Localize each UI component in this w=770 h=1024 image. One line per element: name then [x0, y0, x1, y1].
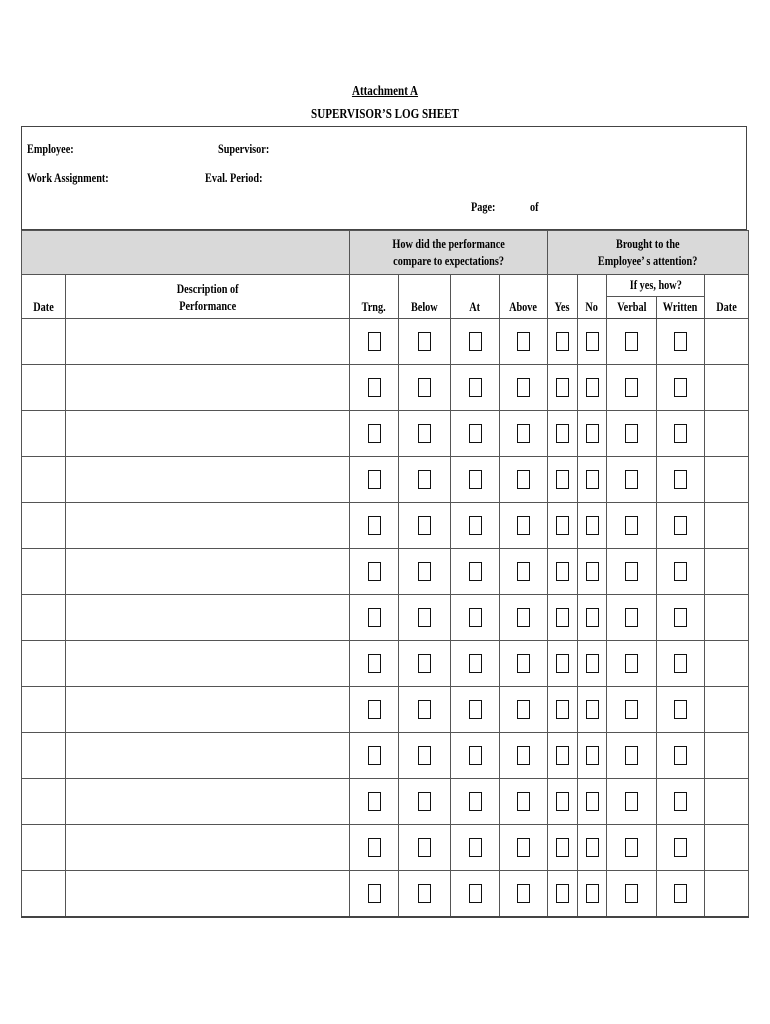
verbal-cell: [607, 641, 657, 687]
date-cell[interactable]: [22, 411, 66, 457]
at-cell: [451, 411, 500, 457]
at-checkbox[interactable]: [469, 792, 482, 811]
no-cell: [578, 319, 607, 365]
date2-cell[interactable]: [705, 687, 749, 733]
date2-cell[interactable]: [705, 595, 749, 641]
trng-cell: [350, 411, 399, 457]
above-checkbox[interactable]: [517, 562, 530, 581]
verbal-checkbox[interactable]: [625, 792, 638, 811]
verbal-checkbox[interactable]: [625, 654, 638, 673]
verbal-checkbox[interactable]: [625, 838, 638, 857]
attention-group-header: Brought to the Employee’ s attention?: [548, 231, 749, 275]
yes-checkbox[interactable]: [556, 654, 569, 673]
no-checkbox[interactable]: [586, 884, 599, 903]
trng-checkbox[interactable]: [368, 424, 381, 443]
above-cell: [500, 825, 548, 871]
below-column-header: Below: [399, 275, 451, 319]
log-row: [22, 779, 749, 825]
yes-cell: [548, 871, 578, 917]
trng-checkbox[interactable]: [368, 470, 381, 489]
date-cell[interactable]: [22, 365, 66, 411]
below-cell: [399, 779, 451, 825]
employee-info-section: [21, 126, 747, 230]
below-checkbox[interactable]: [418, 792, 431, 811]
trng-cell: [350, 871, 399, 917]
no-cell: [578, 365, 607, 411]
above-cell: [500, 687, 548, 733]
date-cell[interactable]: [22, 825, 66, 871]
below-checkbox[interactable]: [418, 884, 431, 903]
at-checkbox[interactable]: [469, 378, 482, 397]
written-checkbox[interactable]: [674, 700, 687, 719]
at-cell: [451, 503, 500, 549]
no-checkbox[interactable]: [586, 700, 599, 719]
no-cell: [578, 457, 607, 503]
above-checkbox[interactable]: [517, 470, 530, 489]
yes-checkbox[interactable]: [556, 470, 569, 489]
verbal-checkbox[interactable]: [625, 746, 638, 765]
date-cell[interactable]: [22, 595, 66, 641]
header-blank-cell: [22, 231, 350, 275]
trng-cell: [350, 779, 399, 825]
above-cell: [500, 733, 548, 779]
at-cell: [451, 365, 500, 411]
description-column-header: Description of Performance: [66, 275, 350, 319]
trng-checkbox[interactable]: [368, 562, 381, 581]
below-cell: [399, 549, 451, 595]
log-row: [22, 457, 749, 503]
above-checkbox[interactable]: [517, 516, 530, 535]
trng-cell: [350, 687, 399, 733]
yes-checkbox[interactable]: [556, 838, 569, 857]
written-checkbox[interactable]: [674, 378, 687, 397]
above-cell: [500, 503, 548, 549]
below-checkbox[interactable]: [418, 700, 431, 719]
no-checkbox[interactable]: [586, 332, 599, 351]
at-cell: [451, 871, 500, 917]
description-cell[interactable]: [66, 687, 350, 733]
verbal-checkbox[interactable]: [625, 562, 638, 581]
date2-cell[interactable]: [705, 503, 749, 549]
written-checkbox[interactable]: [674, 792, 687, 811]
below-checkbox[interactable]: [418, 838, 431, 857]
verbal-checkbox[interactable]: [625, 516, 638, 535]
description-cell[interactable]: [66, 733, 350, 779]
no-cell: [578, 779, 607, 825]
yes-checkbox[interactable]: [556, 792, 569, 811]
above-checkbox[interactable]: [517, 792, 530, 811]
written-cell: [657, 595, 705, 641]
written-checkbox[interactable]: [674, 516, 687, 535]
at-checkbox[interactable]: [469, 424, 482, 443]
written-checkbox[interactable]: [674, 608, 687, 627]
above-checkbox[interactable]: [517, 424, 530, 443]
above-cell: [500, 365, 548, 411]
trng-cell: [350, 549, 399, 595]
trng-column-header: Trng.: [350, 275, 399, 319]
written-cell: [657, 825, 705, 871]
log-row: [22, 871, 749, 917]
verbal-checkbox[interactable]: [625, 424, 638, 443]
log-row: [22, 503, 749, 549]
at-cell: [451, 733, 500, 779]
written-cell: [657, 687, 705, 733]
eval-period-label: Eval. Period:: [205, 171, 263, 185]
above-checkbox[interactable]: [517, 746, 530, 765]
above-checkbox[interactable]: [517, 608, 530, 627]
work-assignment-label: Work Assignment:: [27, 171, 109, 185]
at-checkbox[interactable]: [469, 516, 482, 535]
date2-cell[interactable]: [705, 365, 749, 411]
yes-checkbox[interactable]: [556, 378, 569, 397]
no-cell: [578, 641, 607, 687]
verbal-checkbox[interactable]: [625, 884, 638, 903]
date-cell[interactable]: [22, 871, 66, 917]
written-cell: [657, 779, 705, 825]
above-checkbox[interactable]: [517, 378, 530, 397]
employee-label: Employee:: [27, 142, 74, 156]
trng-cell: [350, 319, 399, 365]
verbal-cell: [607, 595, 657, 641]
below-cell: [399, 871, 451, 917]
yes-checkbox[interactable]: [556, 746, 569, 765]
yes-cell: [548, 779, 578, 825]
date2-cell[interactable]: [705, 457, 749, 503]
no-checkbox[interactable]: [586, 746, 599, 765]
verbal-checkbox[interactable]: [625, 470, 638, 489]
above-cell: [500, 549, 548, 595]
trng-checkbox[interactable]: [368, 608, 381, 627]
description-cell[interactable]: [66, 365, 350, 411]
at-cell: [451, 457, 500, 503]
trng-checkbox[interactable]: [368, 792, 381, 811]
log-row: [22, 319, 749, 365]
above-checkbox[interactable]: [517, 332, 530, 351]
written-checkbox[interactable]: [674, 470, 687, 489]
verbal-cell: [607, 549, 657, 595]
written-cell: [657, 365, 705, 411]
date2-cell[interactable]: [705, 549, 749, 595]
trng-checkbox[interactable]: [368, 700, 381, 719]
above-cell: [500, 457, 548, 503]
yes-checkbox[interactable]: [556, 700, 569, 719]
below-cell: [399, 503, 451, 549]
trng-checkbox[interactable]: [368, 838, 381, 857]
yes-cell: [548, 549, 578, 595]
log-row: [22, 365, 749, 411]
below-checkbox[interactable]: [418, 746, 431, 765]
no-checkbox[interactable]: [586, 562, 599, 581]
written-checkbox[interactable]: [674, 838, 687, 857]
written-checkbox[interactable]: [674, 562, 687, 581]
date-cell[interactable]: [22, 549, 66, 595]
verbal-cell: [607, 779, 657, 825]
below-checkbox[interactable]: [418, 608, 431, 627]
below-checkbox[interactable]: [418, 424, 431, 443]
written-checkbox[interactable]: [674, 424, 687, 443]
description-cell[interactable]: [66, 641, 350, 687]
date-cell[interactable]: [22, 779, 66, 825]
above-checkbox[interactable]: [517, 700, 530, 719]
trng-cell: [350, 365, 399, 411]
trng-cell: [350, 457, 399, 503]
written-checkbox[interactable]: [674, 332, 687, 351]
no-checkbox[interactable]: [586, 470, 599, 489]
yes-cell: [548, 825, 578, 871]
below-cell: [399, 457, 451, 503]
yes-cell: [548, 687, 578, 733]
date-cell[interactable]: [22, 733, 66, 779]
description-cell[interactable]: [66, 549, 350, 595]
above-checkbox[interactable]: [517, 654, 530, 673]
yes-cell: [548, 411, 578, 457]
at-cell: [451, 595, 500, 641]
at-cell: [451, 319, 500, 365]
yes-cell: [548, 733, 578, 779]
yes-checkbox[interactable]: [556, 424, 569, 443]
of-label: of: [530, 200, 539, 214]
trng-cell: [350, 825, 399, 871]
above-cell: [500, 779, 548, 825]
date2-cell[interactable]: [705, 825, 749, 871]
written-cell: [657, 871, 705, 917]
date2-cell[interactable]: [705, 641, 749, 687]
no-cell: [578, 411, 607, 457]
verbal-cell: [607, 457, 657, 503]
yes-column-header: Yes: [548, 275, 578, 319]
date2-cell[interactable]: [705, 871, 749, 917]
date-cell[interactable]: [22, 319, 66, 365]
log-row: [22, 595, 749, 641]
log-row: [22, 733, 749, 779]
if-yes-how-header: If yes, how?: [607, 275, 705, 297]
verbal-checkbox[interactable]: [625, 700, 638, 719]
no-cell: [578, 503, 607, 549]
below-cell: [399, 595, 451, 641]
date-cell[interactable]: [22, 457, 66, 503]
trng-checkbox[interactable]: [368, 332, 381, 351]
verbal-cell: [607, 733, 657, 779]
verbal-cell: [607, 411, 657, 457]
no-column-header: No: [578, 275, 607, 319]
above-checkbox[interactable]: [517, 884, 530, 903]
above-cell: [500, 871, 548, 917]
trng-checkbox[interactable]: [368, 378, 381, 397]
above-cell: [500, 411, 548, 457]
above-column-header: Above: [500, 275, 548, 319]
trng-checkbox[interactable]: [368, 654, 381, 673]
no-checkbox[interactable]: [586, 424, 599, 443]
date2-cell[interactable]: [705, 411, 749, 457]
date-column-header: Date: [22, 275, 66, 319]
trng-checkbox[interactable]: [368, 746, 381, 765]
verbal-cell: [607, 319, 657, 365]
description-cell[interactable]: [66, 411, 350, 457]
below-checkbox[interactable]: [418, 470, 431, 489]
below-checkbox[interactable]: [418, 654, 431, 673]
yes-checkbox[interactable]: [556, 562, 569, 581]
yes-cell: [548, 319, 578, 365]
log-table: [21, 230, 749, 918]
at-checkbox[interactable]: [469, 838, 482, 857]
verbal-checkbox[interactable]: [625, 608, 638, 627]
at-cell: [451, 549, 500, 595]
no-checkbox[interactable]: [586, 516, 599, 535]
at-checkbox[interactable]: [469, 746, 482, 765]
verbal-cell: [607, 365, 657, 411]
description-cell[interactable]: [66, 319, 350, 365]
yes-cell: [548, 641, 578, 687]
date-cell[interactable]: [22, 503, 66, 549]
below-checkbox[interactable]: [418, 516, 431, 535]
below-cell: [399, 733, 451, 779]
verbal-cell: [607, 871, 657, 917]
verbal-checkbox[interactable]: [625, 378, 638, 397]
no-cell: [578, 549, 607, 595]
below-cell: [399, 641, 451, 687]
trng-cell: [350, 595, 399, 641]
date2-cell[interactable]: [705, 733, 749, 779]
date2-cell[interactable]: [705, 319, 749, 365]
no-cell: [578, 825, 607, 871]
no-checkbox[interactable]: [586, 792, 599, 811]
at-checkbox[interactable]: [469, 562, 482, 581]
trng-cell: [350, 641, 399, 687]
written-cell: [657, 549, 705, 595]
supervisor-label: Supervisor:: [218, 142, 270, 156]
above-cell: [500, 319, 548, 365]
sheet-title: SUPERVISOR’S LOG SHEET: [311, 106, 459, 121]
above-checkbox[interactable]: [517, 838, 530, 857]
performance-group-header: How did the performance compare to expectations?: [350, 231, 548, 275]
yes-checkbox[interactable]: [556, 332, 569, 351]
verbal-column-header: Verbal: [607, 297, 657, 319]
below-cell: [399, 825, 451, 871]
below-cell: [399, 365, 451, 411]
no-checkbox[interactable]: [586, 608, 599, 627]
written-cell: [657, 503, 705, 549]
written-cell: [657, 457, 705, 503]
written-checkbox[interactable]: [674, 654, 687, 673]
written-checkbox[interactable]: [674, 746, 687, 765]
trng-checkbox[interactable]: [368, 516, 381, 535]
log-row: [22, 641, 749, 687]
date-cell[interactable]: [22, 687, 66, 733]
date2-column-header: Date: [705, 275, 749, 319]
below-checkbox[interactable]: [418, 562, 431, 581]
at-cell: [451, 641, 500, 687]
no-cell: [578, 871, 607, 917]
description-cell[interactable]: [66, 825, 350, 871]
verbal-cell: [607, 825, 657, 871]
below-cell: [399, 411, 451, 457]
at-checkbox[interactable]: [469, 332, 482, 351]
no-cell: [578, 733, 607, 779]
description-cell[interactable]: [66, 457, 350, 503]
attachment-title: Attachment A: [351, 83, 419, 98]
no-cell: [578, 687, 607, 733]
trng-cell: [350, 503, 399, 549]
description-cell[interactable]: [66, 503, 350, 549]
yes-checkbox[interactable]: [556, 516, 569, 535]
trng-checkbox[interactable]: [368, 884, 381, 903]
log-row: [22, 411, 749, 457]
below-checkbox[interactable]: [418, 378, 431, 397]
written-cell: [657, 319, 705, 365]
yes-cell: [548, 457, 578, 503]
below-cell: [399, 319, 451, 365]
written-cell: [657, 733, 705, 779]
below-cell: [399, 687, 451, 733]
yes-cell: [548, 365, 578, 411]
below-checkbox[interactable]: [418, 332, 431, 351]
no-checkbox[interactable]: [586, 838, 599, 857]
log-row: [22, 687, 749, 733]
above-cell: [500, 595, 548, 641]
verbal-checkbox[interactable]: [625, 332, 638, 351]
log-row: [22, 825, 749, 871]
log-row: [22, 549, 749, 595]
page-label: Page:: [471, 200, 496, 214]
at-cell: [451, 779, 500, 825]
no-checkbox[interactable]: [586, 378, 599, 397]
verbal-cell: [607, 503, 657, 549]
yes-cell: [548, 595, 578, 641]
at-cell: [451, 687, 500, 733]
above-cell: [500, 641, 548, 687]
at-checkbox[interactable]: [469, 884, 482, 903]
no-cell: [578, 595, 607, 641]
at-checkbox[interactable]: [469, 470, 482, 489]
trng-cell: [350, 733, 399, 779]
description-cell[interactable]: [66, 595, 350, 641]
date-cell[interactable]: [22, 641, 66, 687]
no-checkbox[interactable]: [586, 654, 599, 673]
written-cell: [657, 411, 705, 457]
at-checkbox[interactable]: [469, 654, 482, 673]
at-checkbox[interactable]: [469, 608, 482, 627]
at-column-header: At: [451, 275, 500, 319]
description-cell[interactable]: [66, 871, 350, 917]
at-cell: [451, 825, 500, 871]
written-cell: [657, 641, 705, 687]
verbal-cell: [607, 687, 657, 733]
written-column-header: Written: [657, 297, 705, 319]
at-checkbox[interactable]: [469, 700, 482, 719]
written-checkbox[interactable]: [674, 884, 687, 903]
yes-checkbox[interactable]: [556, 884, 569, 903]
yes-checkbox[interactable]: [556, 608, 569, 627]
description-cell[interactable]: [66, 779, 350, 825]
date2-cell[interactable]: [705, 779, 749, 825]
yes-cell: [548, 503, 578, 549]
